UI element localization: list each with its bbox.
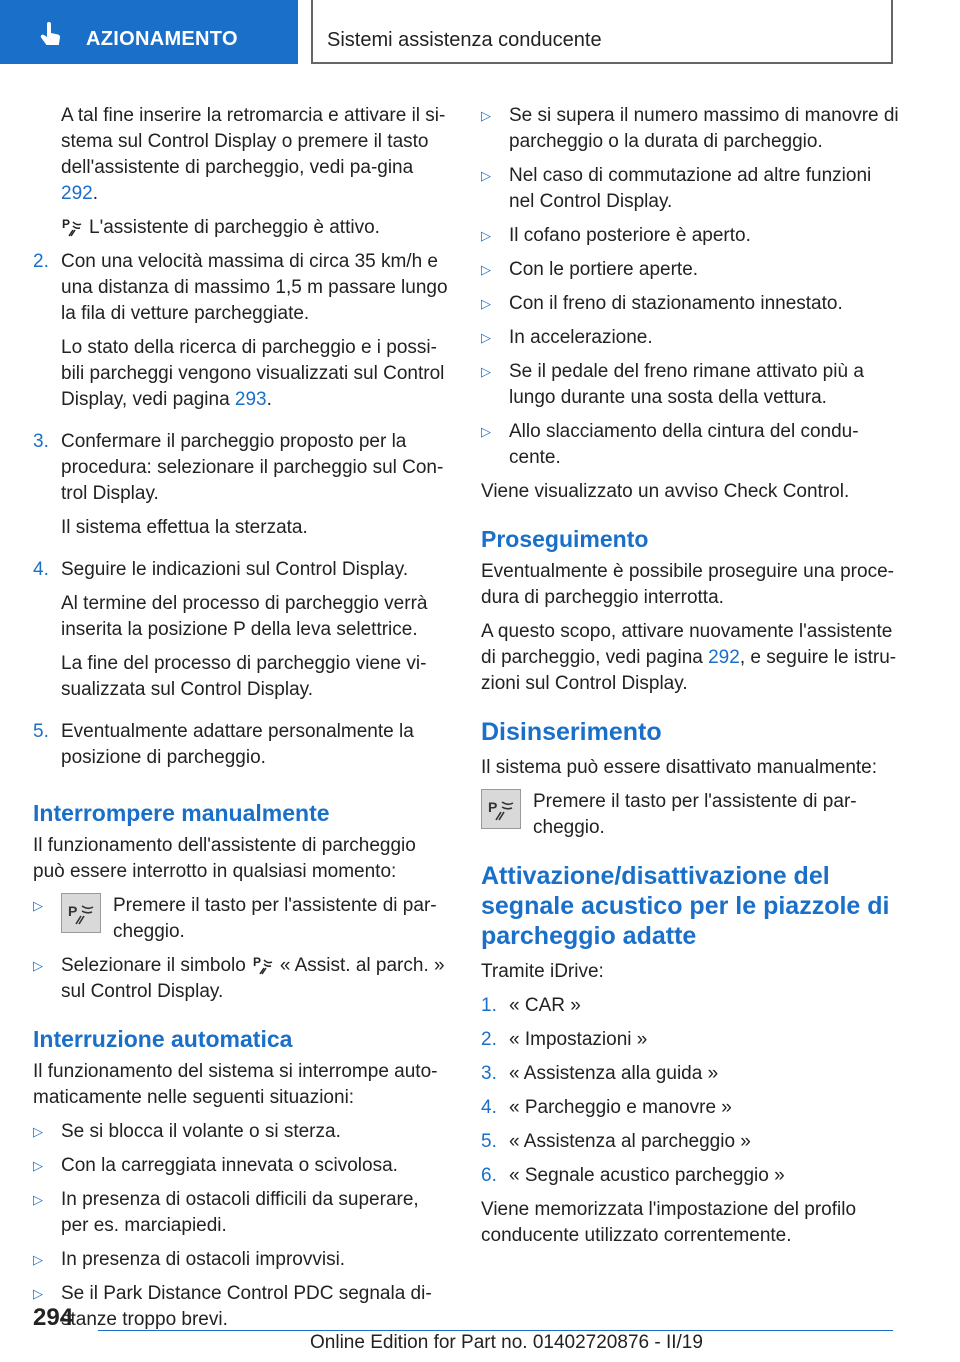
list-item: ▷ Allo slacciamento della cintura del condu-cente.	[481, 421, 859, 468]
section-tab	[0, 0, 298, 64]
hand-pointer-icon	[38, 22, 64, 48]
left-column: A tal fine inserire la retromarcia e attivare il si-stema sul Control Display o premere il tasto dell'assistente di parcheggio, vedi pa-gina 292. P L'assistente di parcheggio è attivo. 2. Con una velocità massima di circa 35 km/h e una distanza di massimo 1,5 m passare lungo la fila di vetture parcheggiate. Lo stato della ricerca di parcheggio e i possi-bili parcheggi vengono visualizzati sul Control Display, vedi pagina 293. 3. Confermare il parcheggio proposto per la procedura: selezionare il parcheggio sul Con-trol Display. Il sistema effettua la sterzata. 4. Seguire le indicazioni sul Control Display. Al termine del processo di parcheggio verrà inserita la posizione P della leva selettrice. La fine del processo di parcheggio viene vi-sualizzata sul Control Display. 5. Eventualmente adattare personalmente la posizione di parcheggio. Interrompere manualmente Il funzionamento dell'assistente di parcheggio può essere interrotto in qualsiasi momento: ▷ P Premere il tasto per l'assistente di par-cheggio. ▷ Selezionare il simbolo P « Assist. al parch. » sul Control Display. Interruzione automatica Il funzionamento del sistema si interrompe auto-maticamente nelle seguenti situazioni: ▷ Se si blocca il volante o si sterza. ▷ Con la carreggiata innevata o scivolosa. ▷ In presenza di ostacoli difficili da superare, per es. marciapiedi. ▷ In presenza di ostacoli improvvisi. ▷ Se il Park Distance Control PDC segnala di-stanze troppo brevi.	[33, 103, 451, 1341]
list-item: ▷ Con il freno di stazionamento innestato.	[481, 293, 843, 314]
heading-continue: Proseguimento	[481, 526, 649, 552]
list-item: ▷ Se il pedale del freno rimane attivato più a lungo durante una sosta della vettura.	[481, 361, 864, 408]
disable-button-row: P Premere il tasto per l'assistente di par-cheggio.	[481, 789, 901, 841]
chapter-tab	[311, 0, 893, 64]
list-item: 2. « Impostazioni »	[481, 1029, 648, 1050]
parking-assistant-icon	[252, 954, 274, 976]
list-item: ▷ In presenza di ostacoli difficili da superare, per es. marciapiedi.	[33, 1189, 419, 1236]
list-item: ▷ Nel caso di commutazione ad altre funzioni nel Control Display.	[481, 165, 872, 212]
page-link-292[interactable]: 292	[61, 183, 93, 204]
step-3: 3. Confermare il parcheggio proposto per la procedura: selezionare il parcheggio sul Con-trol Display. Il sistema effettua la sterzata.	[33, 431, 444, 538]
list-item: ▷ Con le portiere aperte.	[481, 259, 699, 280]
heading-manual-interrupt: Interrompere manualmente	[33, 800, 330, 826]
heading-disable: Disinserimento	[481, 718, 662, 746]
intro-paragraph: A tal fine inserire la retromarcia e attivare il si-stema sul Control Display o premere il tasto dell'assistente di parcheggio, vedi pa-gina 292.	[61, 105, 446, 204]
list-item: ▷ In presenza di ostacoli improvvisi.	[33, 1249, 346, 1270]
heading-auto-interrupt: Interruzione automatica	[33, 1026, 293, 1052]
list-item: ▷ P Premere il tasto per l'assistente di par-cheggio.	[33, 895, 437, 942]
list-item: 1. « CAR »	[481, 995, 581, 1016]
list-item: ▷ Selezionare il simbolo P « Assist. al parch. » sul Control Display.	[33, 955, 445, 1002]
footer-divider	[98, 1330, 893, 1331]
page-link-293[interactable]: 293	[234, 389, 267, 410]
heading-signal: Attivazione/disattivazione del segnale acustico per le piazzole di parcheggio adatte	[481, 862, 890, 950]
svg-text:P: P	[62, 217, 71, 231]
list-item: 4. « Parcheggio e manovre »	[481, 1097, 732, 1118]
list-item: ▷ In accelerazione.	[481, 327, 653, 348]
list-item: 5. « Assistenza al parcheggio »	[481, 1131, 751, 1152]
list-item: ▷ Se si blocca il volante o si sterza.	[33, 1121, 341, 1142]
step-5: 5. Eventualmente adattare personalmente la posizione di parcheggio.	[33, 721, 414, 768]
step-4: 4. Seguire le indicazioni sul Control Display. Al termine del processo di parcheggio verrà inserita la posizione P della leva selettrice. La fine del processo di parcheggio viene vi-sualizzata sul Control Display.	[33, 559, 428, 700]
right-column: ▷ Se si supera il numero massimo di manovre di parcheggio o la durata di parcheggio. ▷ Nel caso di commutazione ad altre funzioni nel Control Display. ▷ Il cofano posteriore è aperto. ▷ Con le portiere aperte. ▷ Con il freno di stazionamento innestato. ▷ In accelerazione. ▷ Se il pedale del freno rimane attivato più a lungo durante una sosta della vettura. ▷ Allo slacciamento della cintura del condu-cente. Viene visualizzato un avviso Check Control. Proseguimento Eventualmente è possibile proseguire una proce-dura di parcheggio interrotta. A questo scopo, attivare nuovamente l'assistente di parcheggio, vedi pagina 292, e seguire le istru-zioni sul Control Display. Disinserimento Il sistema può essere disattivato manualmente: P Premere il tasto per l'assistente di par-cheggio. Attivazione/disattivazione del segnale acustico per le piazzole di parcheggio adatte Tramite iDrive: 1. « CAR » 2. « Impostazioni » 3. « Assistenza alla guida » 4. « Parcheggio e manovre » 5. « Assistenza al parcheggio » 6. « Segnale acustico parcheggio » Viene memorizzata l'impostazione del profilo conducente utilizzato correntemente.	[481, 103, 901, 1257]
parking-button-icon	[481, 789, 521, 829]
parking-assistant-icon	[61, 216, 83, 238]
svg-text:P: P	[488, 799, 498, 815]
intro-symbol-line: P L'assistente di parcheggio è attivo.	[62, 217, 380, 238]
list-item: ▷ Se il Park Distance Control PDC segnala di-stanze troppo brevi.	[33, 1283, 432, 1330]
page-number: 294	[33, 1304, 74, 1331]
parking-button-icon	[61, 893, 101, 933]
list-item: ▷ Con la carreggiata innevata o scivolosa.	[33, 1155, 398, 1176]
chapter-title: Sistemi assistenza conducente	[327, 29, 602, 51]
edition-footer: Online Edition for Part no. 01402720876 - II/19	[310, 1332, 703, 1353]
step-2: 2. Con una velocità massima di circa 35 km/h e una distanza di massimo 1,5 m passare lungo la fila di vetture parcheggiate. Lo stato della ricerca di parcheggio e i possi-bili parcheggi vengono visualizzati sul Control Display, vedi pagina 293.	[33, 251, 448, 410]
list-item: 3. « Assistenza alla guida »	[481, 1063, 719, 1084]
list-item: ▷ Se si supera il numero massimo di manovre di parcheggio o la durata di parcheggio.	[481, 105, 899, 152]
svg-text:P: P	[252, 955, 261, 969]
list-item: ▷ Il cofano posteriore è aperto.	[481, 225, 751, 246]
page-link-292[interactable]: 292	[708, 647, 740, 668]
list-item: 6. « Segnale acustico parcheggio »	[481, 1165, 785, 1186]
svg-text:P: P	[68, 903, 78, 919]
section-title: AZIONAMENTO	[86, 28, 238, 50]
